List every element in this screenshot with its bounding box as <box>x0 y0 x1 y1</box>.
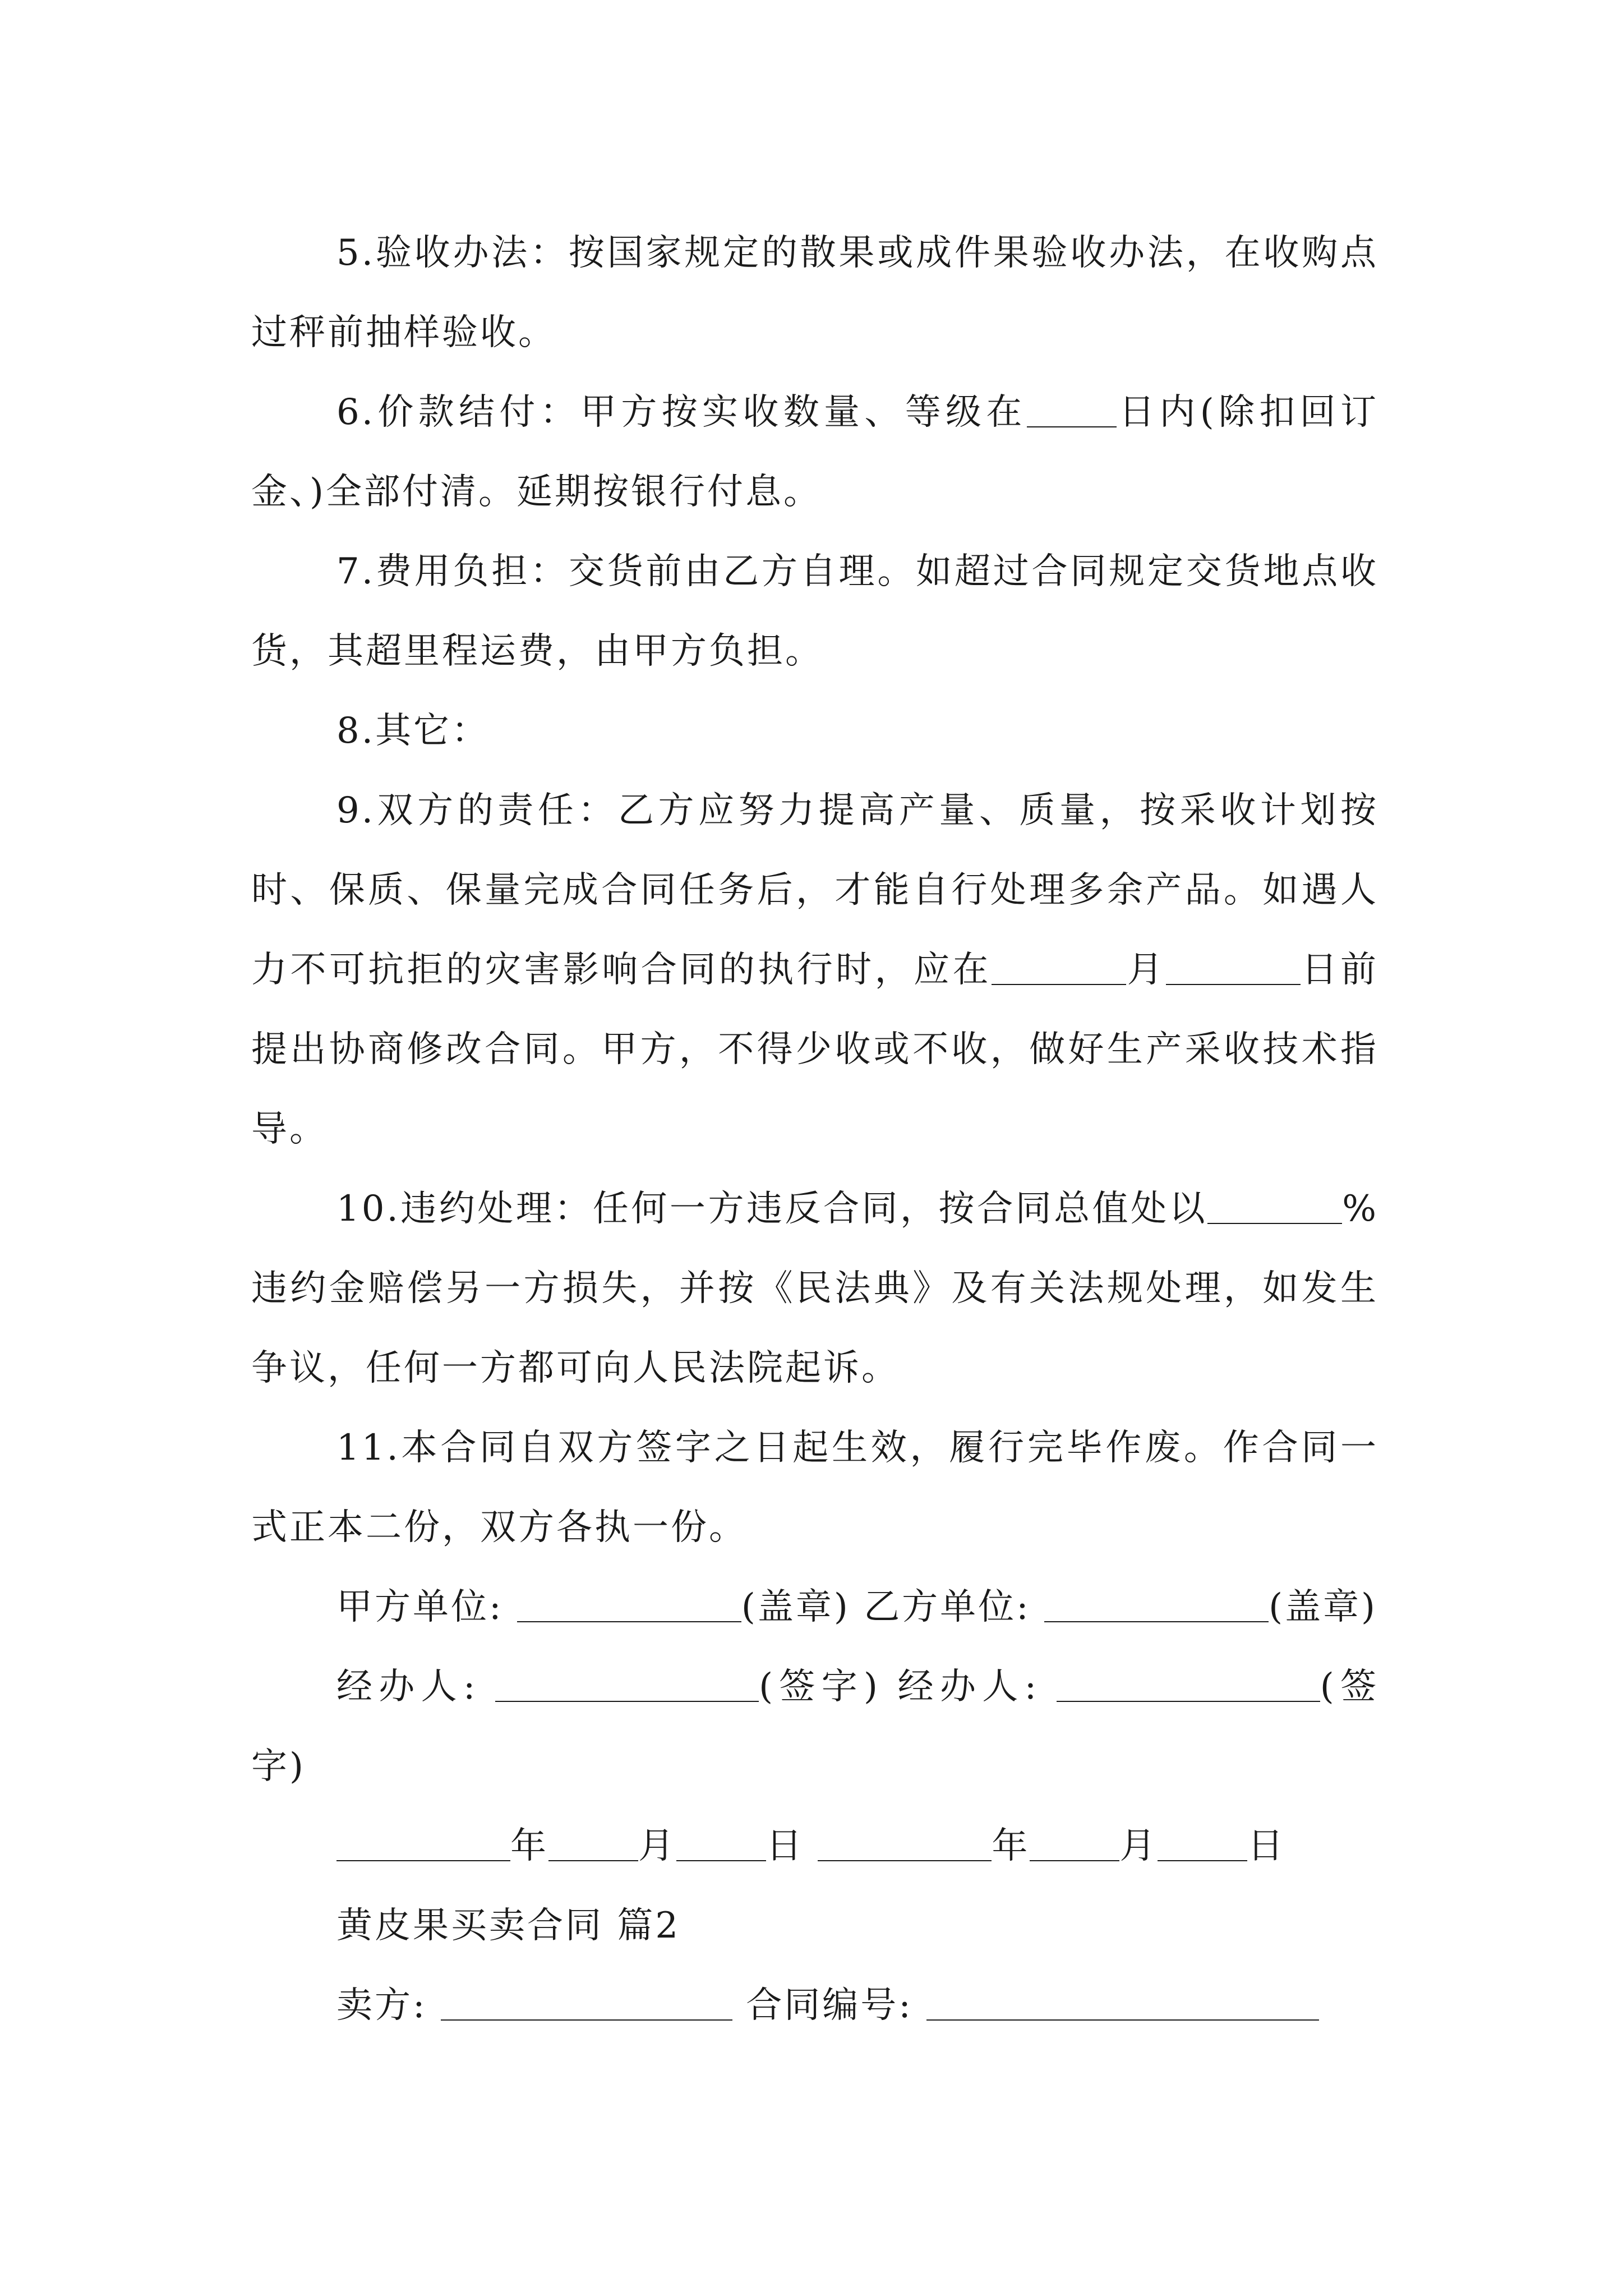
year-blank-b <box>818 1826 992 1861</box>
clause-11: 11.本合同自双方签字之日起生效，履行完毕作废。作合同一式正本二份，双方各执一份。 <box>251 1427 1378 1548</box>
signature-agents <box>251 1647 1378 1806</box>
seal-label-a: (盖章) <box>741 1586 850 1628</box>
day-blank <box>1166 950 1301 985</box>
sign-label-b: (签字) <box>251 1666 1379 1787</box>
month-blank <box>992 950 1126 985</box>
day-label-a: 日 <box>766 1825 804 1867</box>
clause-6 <box>251 372 1378 532</box>
document-page <box>251 213 1378 2045</box>
percent-blank <box>1207 1189 1342 1224</box>
contract-number-blank <box>926 1986 1319 2021</box>
party-b-unit-blank <box>1044 1588 1269 1622</box>
month-label-a: 月 <box>638 1825 676 1867</box>
party-b-unit-label: 乙方单位: <box>864 1586 1031 1628</box>
year-blank-a <box>336 1826 510 1861</box>
day-blank-a <box>676 1826 766 1861</box>
year-label-a: 年 <box>510 1825 548 1867</box>
month-blank-b <box>1030 1826 1119 1861</box>
clause-9 <box>251 771 1378 1169</box>
day-blank-b <box>1158 1826 1247 1861</box>
clause-10 <box>251 1169 1378 1408</box>
contract-number-label: 合同编号: <box>746 1985 913 2026</box>
clause-6-text-b: 日内(除扣回订金、)全部付清。延期按银行付息。 <box>251 392 1379 513</box>
party-a-unit-label: 甲方单位: <box>336 1586 504 1628</box>
days-blank <box>1027 393 1117 427</box>
agent-a-label: 经办人: <box>336 1666 478 1708</box>
agent-b-label: 经办人: <box>897 1666 1039 1708</box>
agent-a-blank <box>495 1667 759 1702</box>
clause-10-text-b: %违约金赔偿另一方损失，并按《民法典》及有关法规处理，如发生争议，任何一方都可向人民法院起诉。 <box>251 1188 1378 1389</box>
clause-5: 5.验收办法：按国家规定的散果或成件果验收办法，在收购点过秤前抽样验收。 <box>251 232 1378 353</box>
month-label-b: 月 <box>1119 1825 1158 1867</box>
agent-b-blank <box>1057 1667 1320 1702</box>
seller-blank <box>441 1986 732 2021</box>
clause-7: 7.费用负担：交货前由乙方自理。如超过合同规定交货地点收货，其超里程运费，由甲方负担。 <box>251 551 1378 672</box>
signature-dates <box>251 1806 1378 1886</box>
party-a-unit-blank <box>517 1588 741 1622</box>
seal-label-b: (盖章) <box>1269 1586 1378 1628</box>
section-2-title: 黄皮果买卖合同 篇2 <box>336 1905 681 1947</box>
month-blank-a <box>548 1826 638 1861</box>
clause-10-text-a: 10.违约处理：任何一方违反合同，按合同总值处以 <box>336 1188 1208 1230</box>
clause-9-text-c: 日前提出协商修改合同。甲方，不得少收或不收，做好生产采收技术指导。 <box>251 949 1379 1150</box>
clause-9-text-a: 9.双方的责任：乙方应努力提高产量、质量，按采收计划按时、保质、保量完成合同任务后，才能自行处理多余产品。如遇人力不可抗拒的灾害影响合同的执行时，应在 <box>251 790 1378 991</box>
day-label-b: 日 <box>1247 1825 1286 1867</box>
clause-6-text-a: 6.价款结付：甲方按实收数量、等级在 <box>336 392 1027 433</box>
sign-label-a: (签字) <box>759 1666 880 1708</box>
year-label-b: 年 <box>992 1825 1030 1867</box>
seller-label: 卖方: <box>336 1985 427 2026</box>
clause-8: 8.其它： <box>336 710 490 752</box>
clause-9-text-b: 月 <box>1126 949 1166 991</box>
signature-units <box>251 1567 1378 1647</box>
section-2-header <box>251 1966 1378 2045</box>
